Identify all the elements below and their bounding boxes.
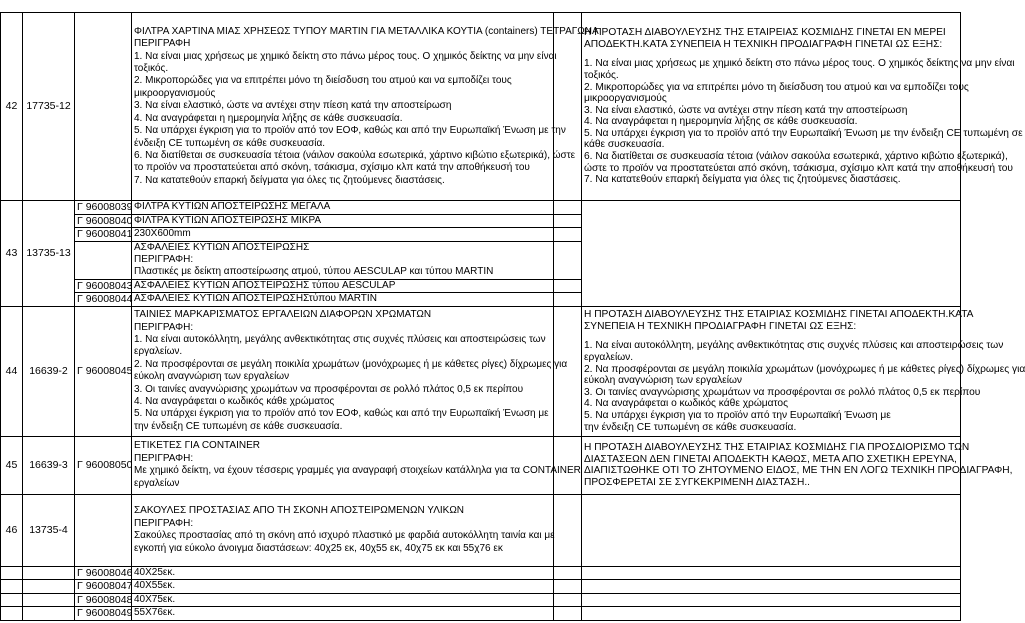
empty-cell bbox=[582, 593, 961, 607]
text-line: εγκοπή για εύκολο άνοιγμα διαστάσεων: 40χ25 εκ, 40χ55 εκ, 40χ75 εκ και 55χ76 εκ bbox=[134, 542, 503, 554]
response-cell[interactable] bbox=[582, 436, 1013, 494]
text-line: Η ΠΡΟΤΑΣΗ ΔΙΑΒΟΥΛΕΥΣΗΣ ΤΗΣ ΕΤΑΙΡΙΑΣ ΚΟΣΜΙΔΗΣ ΓΙΝΕΤΑΙ ΑΠΟΔΕΚΤΗ.ΚΑΤΑ bbox=[584, 309, 974, 321]
text-line: εργαλείων bbox=[134, 477, 180, 489]
text-line: 4. Να αναγράφεται η ημερομηνία λήξης σε κάθε συσκευασία. bbox=[584, 116, 858, 128]
item-description[interactable]: 230Χ600mm bbox=[132, 228, 554, 242]
item-description[interactable]: 40Χ25εκ. bbox=[132, 566, 554, 580]
item-code: Γ 96008050 bbox=[75, 436, 132, 494]
row-code: 13735-13 bbox=[23, 201, 75, 307]
empty-cell bbox=[23, 566, 75, 580]
empty-cell bbox=[554, 566, 582, 580]
empty-cell bbox=[23, 607, 75, 621]
item-code-cell bbox=[75, 241, 132, 279]
text-line: ΕΤΙΚΕΤΕΣ ΓΙΑ CONTAINER bbox=[134, 440, 260, 452]
empty-cell bbox=[582, 607, 961, 621]
text-line: ΠΕΡΙΓΡΑΦΗ bbox=[134, 38, 191, 50]
text-line: ΣΑΚΟΥΛΕΣ ΠΡΟΣΤΑΣΙΑΣ ΑΠΟ ΤΗ ΣΚΟΝΗ ΑΠΟΣΤΕΙΡΩΜΕΝΩΝ ΥΛΙΚΩΝ bbox=[134, 505, 465, 517]
empty-cell bbox=[554, 13, 582, 201]
text-line: ΠΡΟΣΦΕΡΕΤΑΙ ΣΕ ΣΥΓΚΕΚΡΙΜΕΝΗ ΔΙΑΣΤΑΣΗ.. bbox=[584, 476, 811, 488]
empty-cell bbox=[1, 607, 23, 621]
empty-cell bbox=[582, 566, 961, 580]
text-line: κάθε συσκευασία. bbox=[584, 139, 665, 151]
text-line: 7. Να κατατεθούν επαρκή δείγματα για όλες τις ζητούμενες διαστάσεις. bbox=[584, 174, 901, 186]
empty-cell bbox=[582, 580, 961, 594]
response-cell[interactable] bbox=[582, 13, 1023, 201]
text-line: 5. Να υπάρχει έγκριση για το προϊόν από την Ευρωπαϊκή Ένωση με bbox=[584, 410, 891, 421]
text-line: 7. Να κατατεθούν επαρκή δείγματα για όλες τις ζητούμενες διαστάσεις. bbox=[134, 174, 445, 186]
description-cell[interactable] bbox=[132, 494, 554, 566]
item-code: Γ 96008048 bbox=[75, 593, 132, 607]
text-line: ΠΕΡΙΓΡΑΦΗ: bbox=[134, 253, 194, 265]
empty-cell bbox=[1, 593, 23, 607]
response-cell[interactable] bbox=[582, 494, 961, 566]
text-line: την ένδειξη CE τυπωμένη σε κάθε συσκευασία. bbox=[134, 420, 343, 432]
text-line: 2. Μικροπορώδες για να επιτρέπει μόνο τη διείσδυση του ατμού και να εμποδίζει τους bbox=[134, 75, 512, 87]
text-line: ώστε το προϊόν να προστατεύεται από σκόνη, τσάκισμα, σχίσιμο κλπ κατά την αποθήκευσή του bbox=[584, 162, 1013, 174]
text-line: 4. Να αναγράφεται η ημερομηνία λήξης σε κάθε συσκευασία. bbox=[134, 112, 403, 124]
table-row[interactable] bbox=[1, 593, 961, 607]
text-line: 3. Οι ταινίες αναγνώρισης χρωμάτων να προσφέρονται σε ρολλό πλάτος 0,5 εκ περίπου bbox=[134, 383, 524, 395]
item-code-cell bbox=[75, 13, 132, 201]
table-row-45[interactable] bbox=[1, 436, 961, 494]
description-cell[interactable] bbox=[132, 13, 599, 201]
text-line: εργαλείων. bbox=[584, 352, 634, 364]
empty-cell bbox=[554, 306, 582, 436]
text-line: ένδειξη CE τυπωμένη σε κάθε συσκευασία. bbox=[134, 137, 326, 149]
item-description[interactable]: 40Χ55εκ. bbox=[132, 580, 554, 594]
empty-cell bbox=[554, 241, 582, 279]
text-line: 6. Να διατίθεται σε συσκευασία τέτοια (νάιλον σακούλα εσωτερικά, χάρτινο κιβώτιο εξωτερικά), bbox=[584, 151, 1008, 163]
empty-cell bbox=[554, 279, 582, 293]
empty-cell bbox=[554, 494, 582, 566]
table-row-44[interactable] bbox=[1, 306, 961, 436]
text-line: ΔΙΑΣΤΑΣΕΩΝ ΔΕΝ ΓΙΝΕΤΑΙ ΑΠΟΔΕΚΤΗ ΚΑΘΩΣ, ΜΕΤΑ ΑΠΟ ΣΧΕΤΙΚΗ ΕΡΕΥΝΑ, bbox=[584, 453, 957, 465]
item-code: Γ 96008039 bbox=[75, 201, 132, 215]
text-line: Σακούλες προστασίας από τη σκόνη από ισχυρό πλαστικό με φαρδιά αυτοκόλλητη ταινία και με bbox=[134, 530, 555, 542]
text-line: 2. Μικροπορώδες για να επιτρέπει μόνο τη διείσδυση του ατμού και να εμποδίζει τους bbox=[584, 81, 969, 93]
item-code: Γ 96008041 bbox=[75, 228, 132, 242]
row-number: 43 bbox=[1, 201, 23, 307]
text-line: Η ΠΡΟΤΑΣΗ ΔΙΑΒΟΥΛΕΥΣΗΣ ΤΗΣ ΕΤΑΙΡΕΙΑΣ ΚΟΣΜΙΔΗΣ ΓΙΝΕΤΑΙ ΕΝ ΜΕΡΕΙ bbox=[584, 27, 946, 39]
text-line: ΤΑΙΝΙΕΣ ΜΑΡΚΑΡΙΣΜΑΤΟΣ ΕΡΓΑΛΕΙΩΝ ΔΙΑΦΟΡΩΝ ΧΡΩΜΑΤΩΝ bbox=[134, 309, 432, 321]
text-line: εύκολη αναγνώριση των εργαλείων bbox=[584, 375, 743, 387]
response-cell[interactable] bbox=[582, 201, 961, 307]
text-line: τοξικός. bbox=[134, 63, 169, 75]
text-line: την ένδειξη CE τυπωμένη σε κάθε συσκευασία. bbox=[584, 421, 797, 433]
empty-cell bbox=[554, 228, 582, 242]
text-line: Με χημικό δείκτη, να έχουν τέσσερις γραμμές για αναγραφή στοιχείων κατάλληλα για τα CONTAINER bbox=[134, 465, 581, 477]
empty-cell bbox=[554, 580, 582, 594]
text-line: 3. Να είναι ελαστικό, ώστε να αντέχει στην πίεση κατά την αποστείρωση bbox=[134, 100, 452, 112]
item-code: Γ 96008047 bbox=[75, 580, 132, 594]
item-code-cell bbox=[75, 494, 132, 566]
table-row-42[interactable] bbox=[1, 13, 961, 201]
table-row[interactable] bbox=[1, 607, 961, 621]
text-line: 5. Να υπάρχει έγκριση για το προϊόν από τον ΕΟΦ, καθώς και από την Ευρωπαϊκή Ένωση με bbox=[134, 408, 549, 420]
table-row[interactable] bbox=[1, 566, 961, 580]
text-line: 4. Να αναγράφεται ο κωδικός κάθε χρώματος bbox=[584, 398, 789, 410]
text-line: 1. Να είναι μιας χρήσεως με χημικό δείκτη στο πάνω μέρος τους. Ο χημικός δείκτης να μην είναι bbox=[134, 50, 557, 62]
row-code: 16639-3 bbox=[23, 436, 75, 494]
text-line: το προϊόν να προστατεύεται από σκόνη, τσάκισμα, σχίσιμο κλπ κατά την αποθήκευσή του bbox=[134, 162, 530, 174]
text-line: ΣΥΝΕΠΕΙΑ Η ΤΕΧΝΙΚΗ ΠΡΟΔΙΑΓΡΑΦΗ ΓΙΝΕΤΑΙ ΩΣ ΕΞΗΣ: bbox=[584, 320, 857, 332]
item-code: Γ 96008040 bbox=[75, 214, 132, 228]
description-cell[interactable] bbox=[132, 241, 554, 279]
text-line: ΠΕΡΙΓΡΑΦΗ: bbox=[134, 321, 194, 333]
row-code: 13735-4 bbox=[23, 494, 75, 566]
text-line: μικροοργανισμούς bbox=[584, 93, 667, 105]
table-row[interactable] bbox=[1, 201, 961, 215]
text-line: 1. Να είναι μιας χρήσεως με χημικό δείκτη στο πάνω μέρος τους. Ο χημικός δείκτης να μην είναι bbox=[584, 58, 1015, 70]
empty-cell bbox=[554, 214, 582, 228]
text-line: ΔΙΑΠΙΣΤΩΘΗΚΕ ΟΤΙ ΤΟ ΖΗΤΟΥΜΕΝΟ ΕΙΔΟΣ, ΜΕ ΤΗΝ ΕΝ ΛΟΓΩ ΤΕΧΝΙΚΗ ΠΡΟΔΙΑΓΡΑΦΗ, bbox=[584, 465, 1013, 477]
row-number: 44 bbox=[1, 306, 23, 436]
text-line: 2. Να προσφέρονται σε μεγάλη ποικιλία χρωμάτων (μονόχρωμες ή με κάθετες ρίγες) δίχρωμες για bbox=[134, 358, 568, 370]
empty-cell bbox=[554, 293, 582, 307]
item-code: Γ 96008044 bbox=[75, 293, 132, 307]
text-line: 1. Να είναι αυτοκόλλητη, μεγάλης ανθεκτικότητας στις συχνές πλύσεις και αποστειρώσεις των bbox=[134, 334, 546, 345]
text-line: ΠΕΡΙΓΡΑΦΗ: bbox=[134, 517, 194, 529]
row-number: 42 bbox=[1, 13, 23, 201]
text-line: ΑΠΟΔΕΚΤΗ.ΚΑΤΑ ΣΥΝΕΠΕΙΑ Η ΤΕΧΝΙΚΗ ΠΡΟΔΙΑΓΡΑΦΗ ΓΙΝΕΤΑΙ ΩΣ ΕΞΗΣ: bbox=[584, 38, 943, 50]
text-line: 3. Να είναι ελαστικό, ώστε να αντέχει στην πίεση κατά την αποστείρωση bbox=[584, 104, 908, 116]
text-line: 4. Να αναγράφεται ο κωδικός κάθε χρώματος bbox=[134, 396, 335, 408]
empty-cell bbox=[23, 580, 75, 594]
response-cell[interactable] bbox=[582, 306, 1025, 436]
item-description[interactable]: ΑΣΦΑΛΕΙΕΣ ΚΥΤΙΩΝ ΑΠΟΣΤΕΙΡΩΣΗΣ τύπου AESCULAP bbox=[132, 279, 554, 293]
text-line: ΠΕΡΙΓΡΑΦΗ: bbox=[134, 452, 194, 464]
text-line: 2. Να προσφέρονται σε μεγάλη ποικιλία χρωμάτων (μονόχρωμες ή με κάθετες ρίγες) δίχρωμες για bbox=[584, 363, 1025, 375]
item-code: Γ 96008049 bbox=[75, 607, 132, 621]
row-code: 17735-12 bbox=[23, 13, 75, 201]
table-row[interactable] bbox=[1, 580, 961, 594]
item-description[interactable]: 40Χ75εκ. bbox=[132, 593, 554, 607]
text-line: ΑΣΦΑΛΕΙΕΣ ΚΥΤΙΩΝ ΑΠΟΣΤΕΙΡΩΣΗΣ bbox=[134, 241, 310, 253]
row-code: 16639-2 bbox=[23, 306, 75, 436]
text-line: μικροοργανισμούς bbox=[134, 87, 216, 99]
row-number: 45 bbox=[1, 436, 23, 494]
table-row-46[interactable] bbox=[1, 494, 961, 566]
description-cell[interactable] bbox=[132, 306, 568, 436]
text-line: 3. Οι ταινίες αναγνώρισης χρωμάτων να προσφέρονται σε ρολλό πλάτος 0,5 εκ περίπου bbox=[584, 386, 981, 398]
text-line: 5. Να υπάρχει έγκριση για το προϊόν από τον ΕΟΦ, καθώς και από την Ευρωπαϊκή Ένωση με την bbox=[134, 125, 566, 137]
text-line: τοξικός. bbox=[584, 69, 619, 81]
item-description[interactable]: ΦΙΛΤΡΑ ΚΥΤΙΩΝ ΑΠΟΣΤΕΙΡΩΣΗΣ ΜΙΚΡΑ bbox=[132, 214, 554, 228]
row-number: 46 bbox=[1, 494, 23, 566]
empty-cell bbox=[554, 201, 582, 215]
text-line: Η ΠΡΟΤΑΣΗ ΔΙΑΒΟΥΛΕΥΣΗΣ ΤΗΣ ΕΤΑΙΡΙΑΣ ΚΟΣΜΙΔΗΣ ΓΙΑ ΠΡΟΣΔΙΟΡΙΣΜΟ ΤΩΝ bbox=[584, 442, 970, 454]
text-line: Πλαστικές με δείκτη αποστείρωσης ατμού, τύπου AESCULAP και τύπου MARTIN bbox=[134, 266, 494, 278]
item-code: Γ 96008043 bbox=[75, 279, 132, 293]
item-code: Γ 96008045 bbox=[75, 306, 132, 436]
empty-cell bbox=[1, 580, 23, 594]
item-description[interactable]: ΑΣΦΑΛΕΙΕΣ ΚΥΤΙΩΝ ΑΠΟΣΤΕΙΡΩΣΗΣτύπου MARTIN bbox=[132, 293, 554, 307]
empty-cell bbox=[1, 566, 23, 580]
text-line: 6. Να διατίθεται σε συσκευασία τέτοια (νάιλον σακούλα εσωτερικά, χάρτινο κιβώτιο εξωτερικά), ώστε bbox=[134, 149, 576, 161]
text-line: εργαλείων. bbox=[134, 346, 183, 358]
item-description[interactable]: ΦΙΛΤΡΑ ΚΥΤΙΩΝ ΑΠΟΣΤΕΙΡΩΣΗΣ ΜΕΓΑΛΑ bbox=[132, 201, 554, 215]
description-cell[interactable] bbox=[132, 436, 581, 494]
specs-table bbox=[0, 12, 1025, 621]
text-line: εύκολη αναγνώριση των εργαλείων bbox=[134, 371, 290, 383]
empty-cell bbox=[554, 593, 582, 607]
item-description[interactable]: 55Χ76εκ. bbox=[132, 607, 554, 621]
text-line: ΦΙΛΤΡΑ ΧΑΡΤΙΝΑ ΜΙΑΣ ΧΡΗΣΕΩΣ ΤΥΠΟΥ MARTIN ΓΙΑ ΜΕΤΑΛΛΙΚΑ ΚΟΥΤΙΑ (containers) ΤΕΤΡΑΓΩΝΑ bbox=[134, 25, 599, 37]
item-code: Γ 96008046 bbox=[75, 566, 132, 580]
empty-cell bbox=[23, 593, 75, 607]
text-line: 1. Να είναι αυτοκόλλητη, μεγάλης ανθεκτικότητας στις συχνές πλύσεις και αποστειρώσεις των bbox=[584, 340, 1004, 352]
empty-cell bbox=[554, 607, 582, 621]
text-line: 5. Να υπάρχει έγκριση για το προϊόν από την Ευρωπαϊκή Ένωση με την ένδειξη CE τυπωμένη σε bbox=[584, 127, 1023, 139]
